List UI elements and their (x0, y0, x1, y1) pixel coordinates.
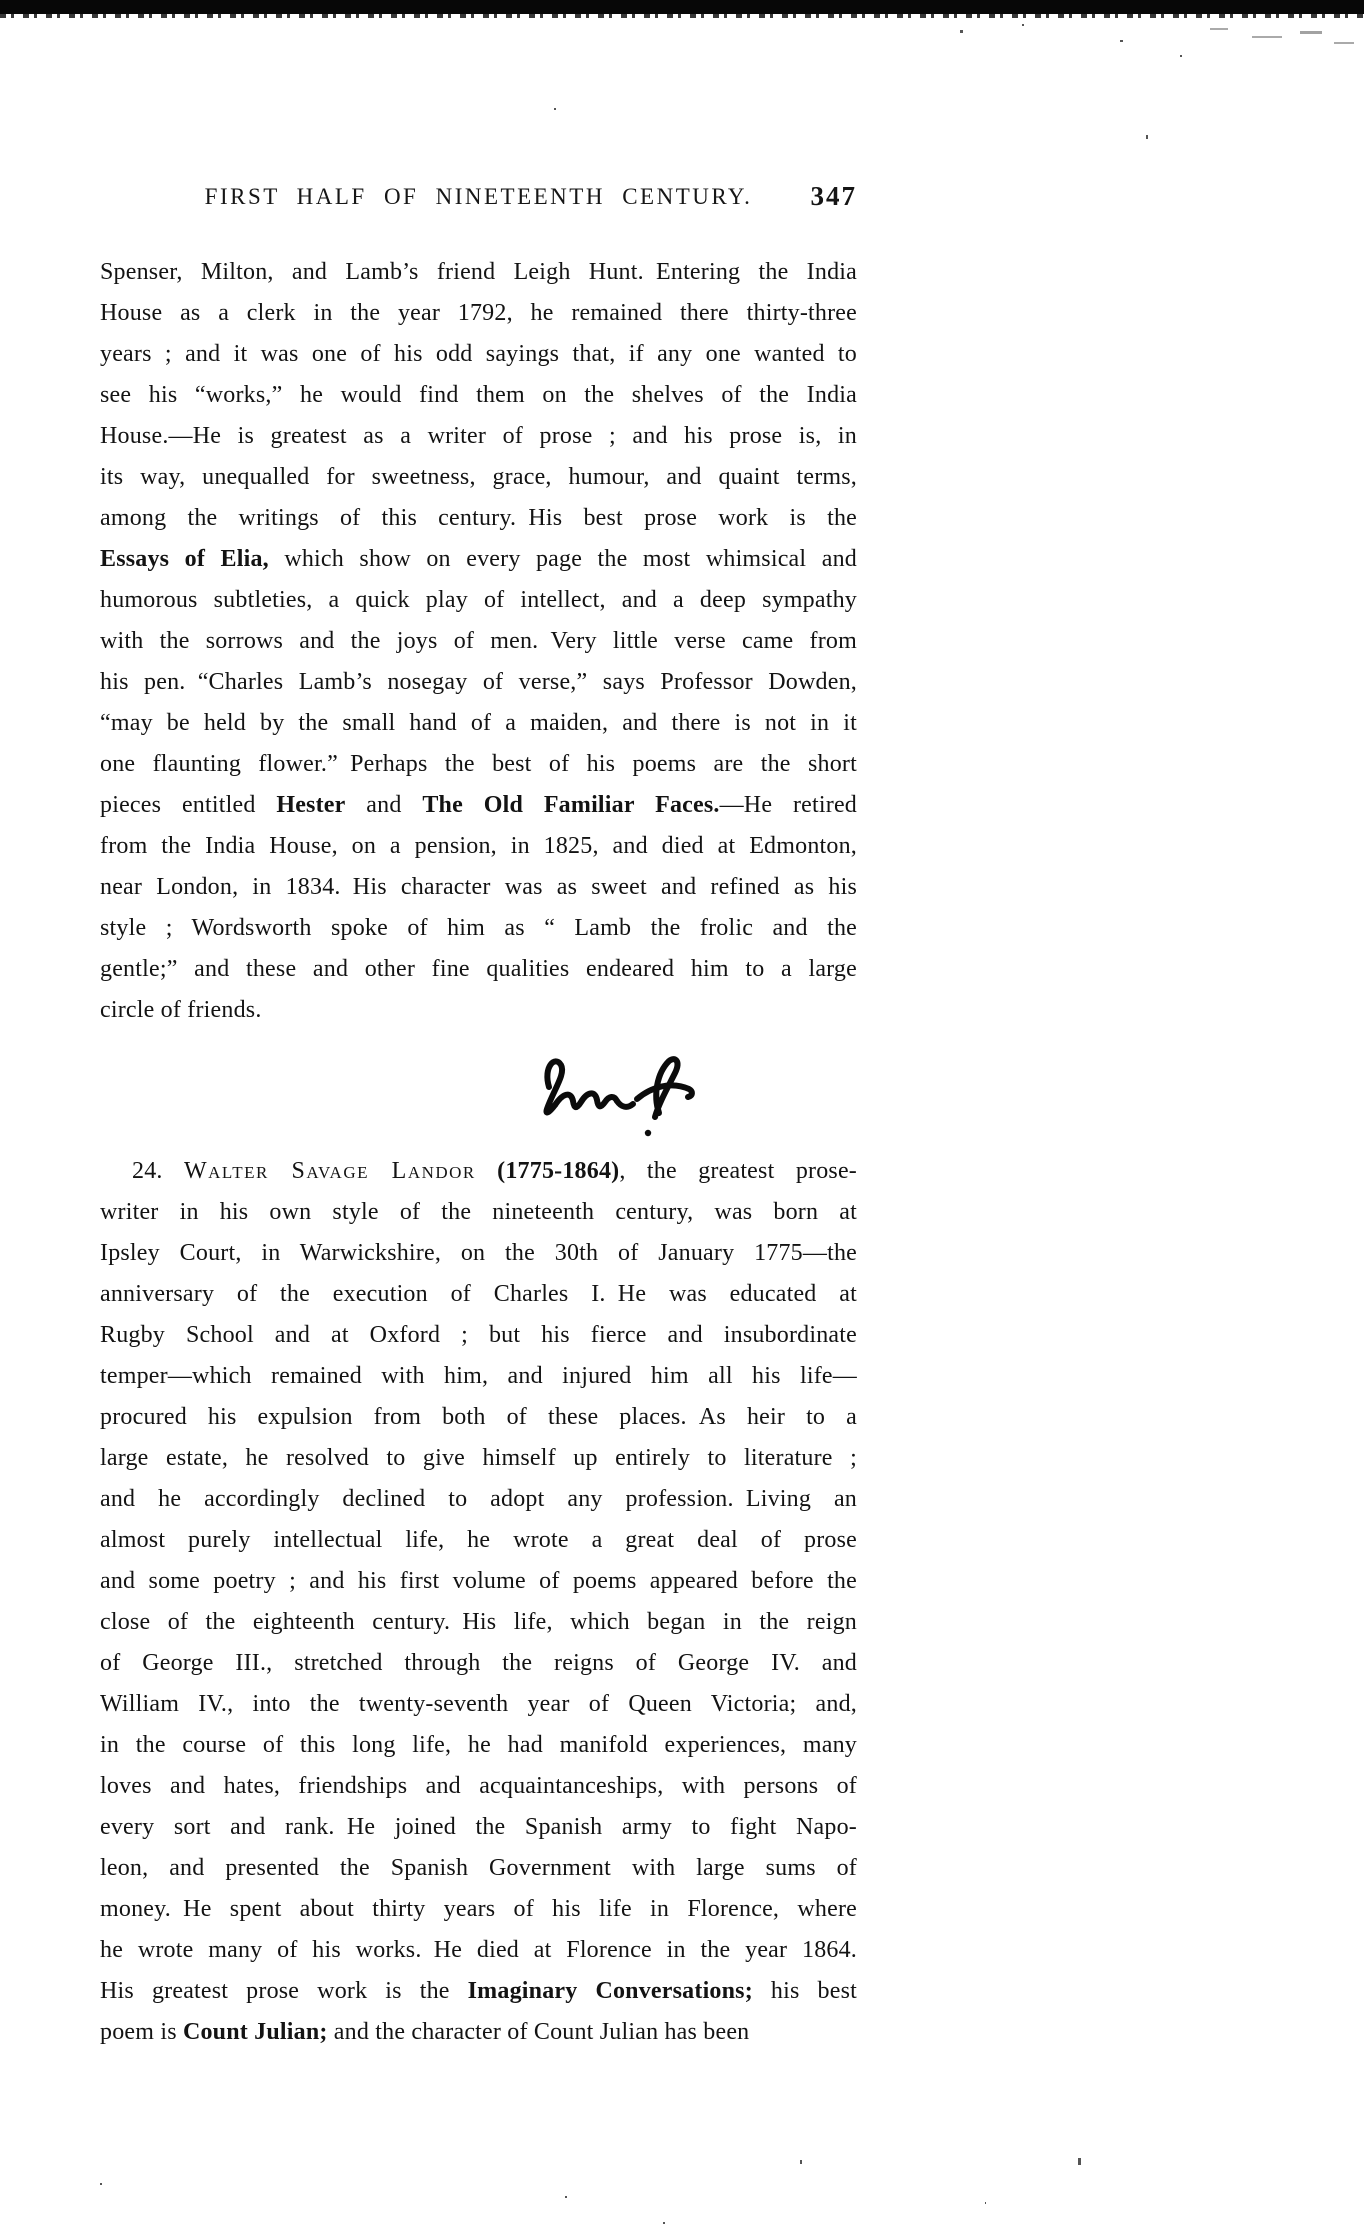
text-line: close of the eighteenth century. His life, which began in the reign (100, 1609, 857, 1635)
text-line: procured his expulsion from both of these places. As heir to a (100, 1404, 857, 1430)
text-line: William IV., into the twenty-seventh year of Queen Victoria; and, (100, 1691, 857, 1717)
text-line: years ; and it was one of his odd sayings that, if any one wanted to (100, 341, 857, 367)
running-header (100, 181, 857, 211)
text-line: from the India House, on a pension, in 1825, and died at Edmonton, (100, 833, 857, 859)
text-line: writer in his own style of the nineteenth century, was born at (100, 1199, 857, 1225)
text-line: one flaunting flower.” Perhaps the best of his poems are the short (100, 751, 857, 777)
text-line: its way, unequalled for sweetness, grace, humour, and quaint terms, (100, 464, 857, 490)
page-body (100, 252, 857, 2053)
text-line: with the sorrows and the joys of men. Very little verse came from (100, 628, 857, 654)
paragraph-walter-savage-landor (100, 1151, 857, 2053)
text-line: His greatest prose work is the Imaginary Conversations; his best (100, 1978, 858, 2004)
text-line: gentle;” and these and other fine qualities endeared him to a large (100, 956, 857, 982)
page-number: 347 (810, 181, 857, 211)
text-line: loves and hates, friendships and acquaintanceships, with persons of (100, 1773, 857, 1799)
signature-row (100, 1031, 857, 1151)
text-line: circle of friends. (100, 997, 262, 1023)
text-line: Essays of Elia, which show on every page the most whimsical and (100, 546, 857, 572)
text-line: almost purely intellectual life, he wrote a great deal of prose (100, 1527, 857, 1553)
text-line: “may be held by the small hand of a maiden, and there is not in it (100, 710, 857, 736)
text-line: style ; Wordsworth spoke of him as “ Lamb the frolic and the (100, 915, 857, 941)
text-line: large estate, he resolved to give himself up entirely to literature ; (100, 1445, 857, 1471)
text-line: House as a clerk in the year 1792, he remained there thirty-three (100, 300, 857, 326)
text-line: near London, in 1834. His character was as sweet and refined as his (100, 874, 857, 900)
text-line: in the course of this long life, he had manifold experiences, many (100, 1732, 857, 1758)
text-line: Spenser, Milton, and Lamb’s friend Leigh Hunt. Entering the India (100, 259, 857, 285)
text-line: temper—which remained with him, and injured him all his life— (100, 1363, 857, 1389)
text-line: anniversary of the execution of Charles I. He was educated at (100, 1281, 857, 1307)
text-line: 24. Walter Savage Landor (1775-1864), the greatest prose- (132, 1158, 857, 1184)
text-line: among the writings of this century. His best prose work is the (100, 505, 857, 531)
text-line: every sort and rank. He joined the Spanish army to fight Napo- (100, 1814, 857, 1840)
text-line: Rugby School and at Oxford ; but his fierce and insubordinate (100, 1322, 857, 1348)
text-line: House.—He is greatest as a writer of prose ; and his prose is, in (100, 423, 857, 449)
text-line: of George III., stretched through the reigns of George IV. and (100, 1650, 857, 1676)
running-header-title: FIRST HALF OF NINETEENTH CENTURY. (204, 184, 753, 209)
text-line: pieces entitled Hester and The Old Familiar Faces.—He retired (100, 792, 857, 818)
scan-edge-artifact (0, 0, 1364, 14)
text-line: money. He spent about thirty years of his life in Florence, where (100, 1896, 857, 1922)
text-line: see his “works,” he would find them on the shelves of the India (100, 382, 857, 408)
text-line: humorous subtleties, a quick play of intellect, and a deep sympathy (100, 587, 857, 613)
text-line: his pen. “Charles Lamb’s nosegay of verse,” says Professor Dowden, (100, 669, 857, 695)
text-line: poem is Count Julian; and the character of Count Julian has been (100, 2019, 750, 2045)
handwritten-signature-icon (535, 1047, 700, 1142)
text-line: leon, and presented the Spanish Government with large sums of (100, 1855, 857, 1881)
paragraph-charles-lamb (100, 252, 857, 1031)
text-line: he wrote many of his works. He died at Florence in the year 1864. (100, 1937, 857, 1963)
text-line: and he accordingly declined to adopt any profession. Living an (100, 1486, 857, 1512)
text-line: and some poetry ; and his first volume of poems appeared before the (100, 1568, 857, 1594)
text-line: Ipsley Court, in Warwickshire, on the 30th of January 1775—the (100, 1240, 857, 1266)
